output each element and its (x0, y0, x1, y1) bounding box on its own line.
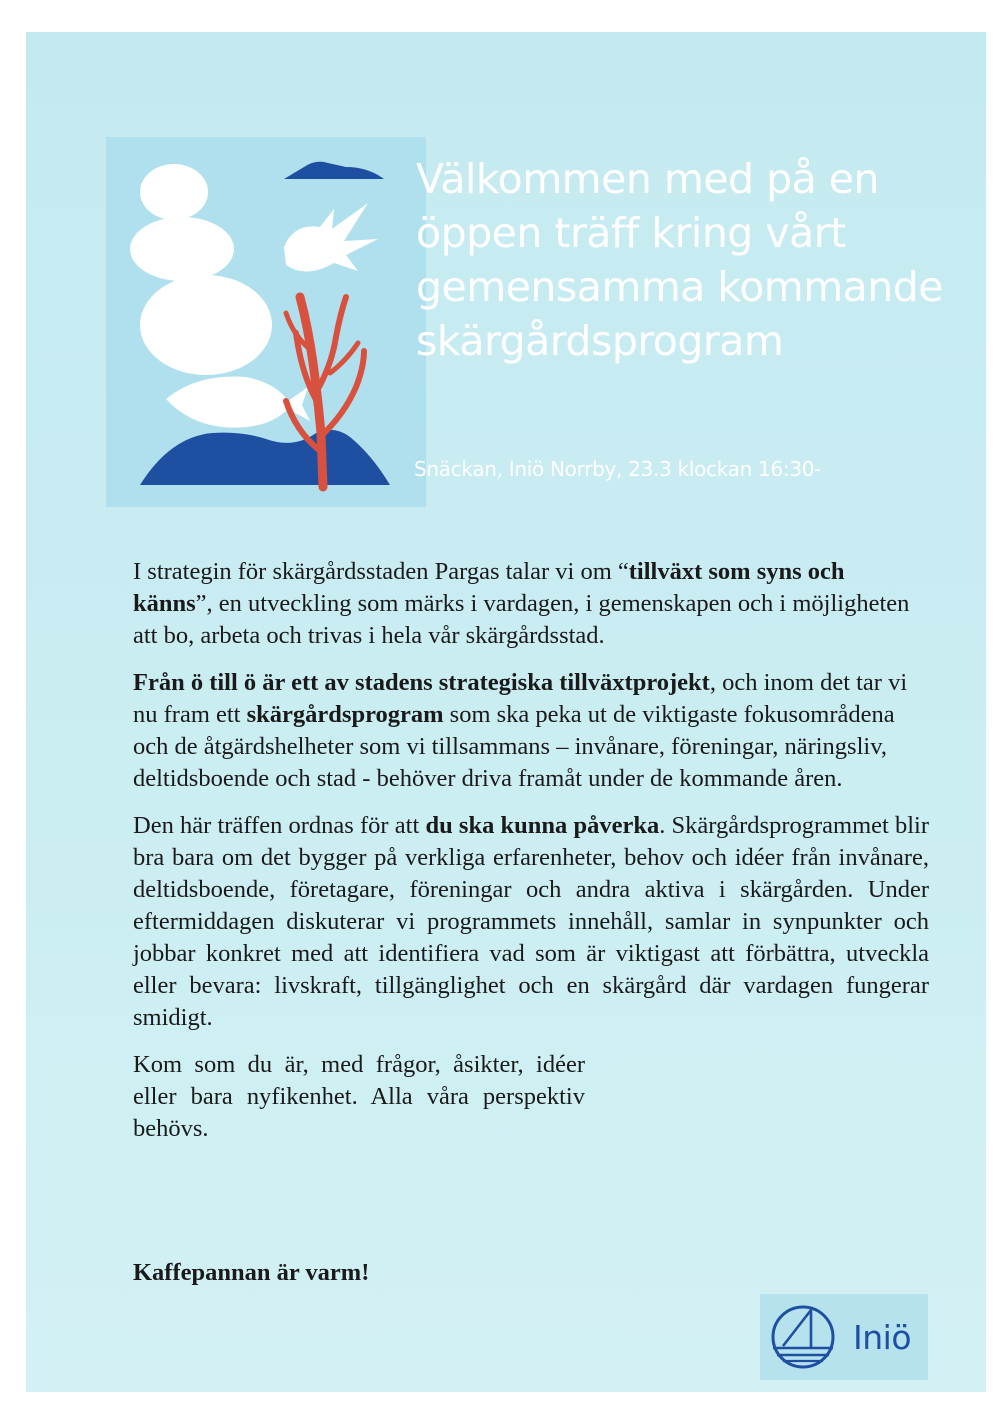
stone-bottom (140, 275, 272, 375)
page-title: Välkommen med på en öppen träff kring vårt gemensamma kommande skärgårdsprogram (416, 155, 944, 365)
paragraph-intro (133, 556, 929, 652)
inio-logo (760, 1294, 928, 1380)
flyer-page (26, 32, 986, 1392)
event-info: Snäckan, Iniö Norrby, 23.3 klockan 16:30- (414, 457, 822, 481)
intro-text-2: ”, en utveckling som märks i vardagen, i gemenskapen och i möjligheten att bo, arbeta och trivas i hela vår skärgårdsstad. (133, 590, 910, 649)
sailboat-icon (763, 1302, 847, 1372)
body-text (133, 556, 929, 1160)
island-cloud-shape (284, 162, 384, 179)
meeting-text-1: Den här träffen ordnas för att (133, 812, 426, 839)
project-bold-1: Från ö till ö är ett av stadens strategiska tillväxtprojekt (133, 669, 710, 696)
project-text-2: som ska peka ut de viktigaste fokusområdena och de åtgärdshelheter som vi tillsammans – invånare, föreningar, näringsliv, deltidsboende och stad - behöver driva framåt under de kommande åren. (133, 701, 895, 792)
intro-text-1: I strategin för skärgårdsstaden Pargas talar vi om “ (133, 558, 629, 585)
paragraph-welcome: Kom som du är, med frågor, åsikter, idéer eller bara nyfikenhet. Alla våra perspektiv behövs. (133, 1051, 585, 1142)
archipelago-illustration (106, 137, 426, 507)
stone-top (140, 164, 208, 220)
project-bold-2: skärgårdsprogram (246, 701, 444, 728)
meeting-bold: du ska kunna påverka (425, 812, 660, 839)
bird-shape (284, 203, 378, 272)
logo-text: Iniö (853, 1317, 912, 1357)
paragraph-project (133, 667, 929, 795)
intro-bold: tillväxt som syns och känns (133, 558, 845, 617)
paragraph-meeting (133, 810, 929, 1034)
stone-middle (130, 217, 234, 281)
illustration-svg (106, 137, 426, 507)
meeting-text-2: . Skärgårdsprogrammet blir bra bara om det bygger på verkliga erfarenheter, behov och idéer från invånare, deltidsboende, företagare, föreningar och andra aktiva i skärgården. Under eftermiddagen diskuterar vi programmets innehåll, samlar in synpunkter och jobbar konkret med att identifiera vad som är viktigast att förbättra, utveckla eller bevara: livskraft, tillgänglighet och en skärgård där vardagen fungerar smidigt. (133, 812, 930, 1031)
closing-line: Kaffepannan är varm! (133, 1259, 370, 1286)
project-text-1: , och inom det tar vi nu fram ett (133, 669, 908, 728)
seabed-shape (140, 430, 390, 485)
